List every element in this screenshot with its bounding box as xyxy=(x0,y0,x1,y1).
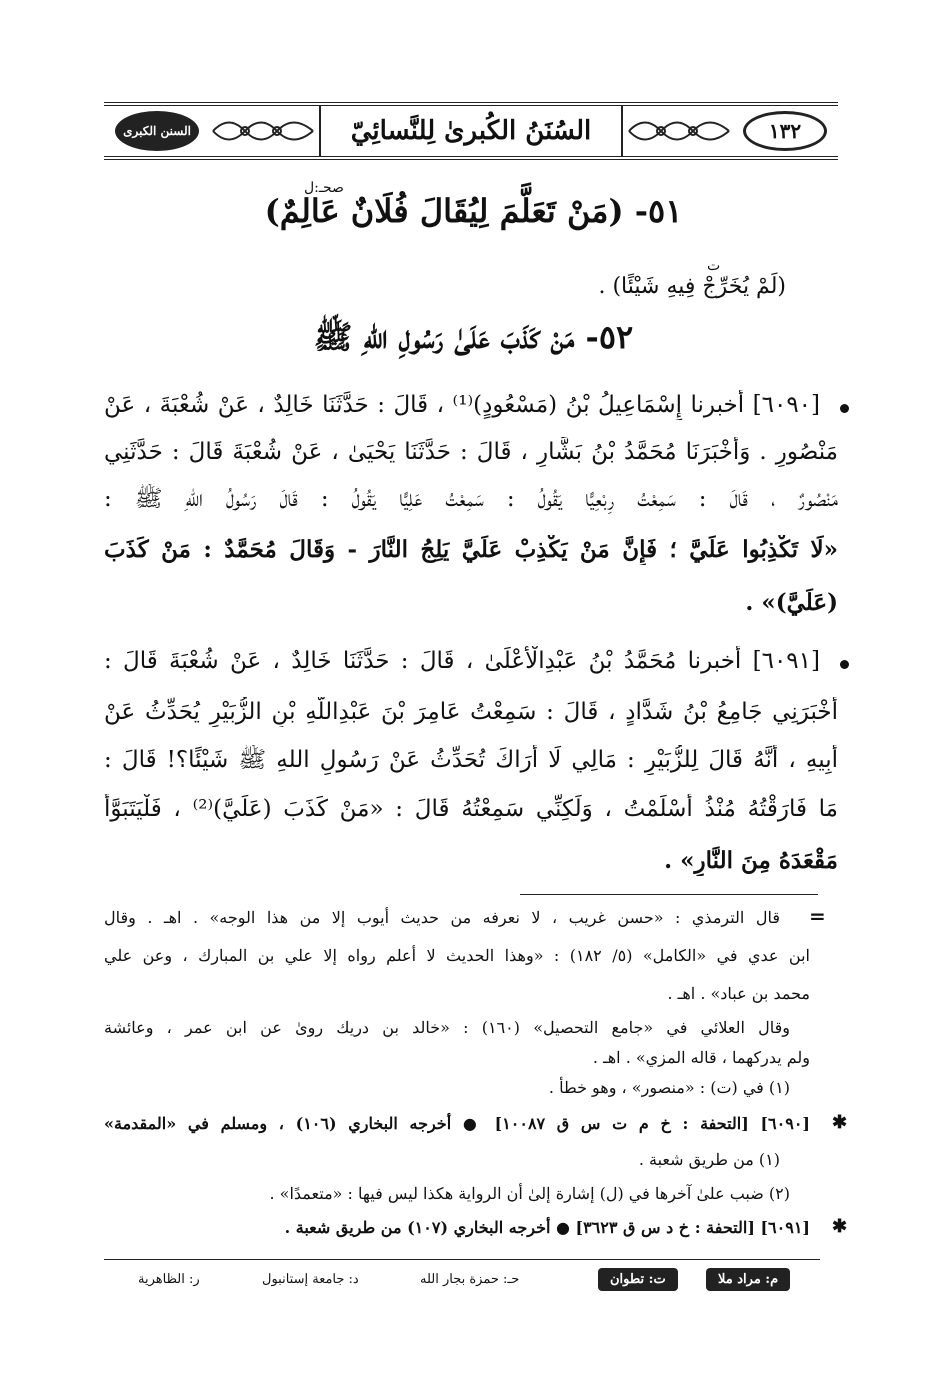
footer-source-h: حـ: حمزة بجار الله xyxy=(420,1271,520,1287)
hadith-6091-line-3: أَبِيهِ ، أَنَّهُ قَالَ لِلزُّبَيْرِ : مَالِي لَا أَرَاكَ تُحَدِّثُ عَنْ رَسُولِ اللهِ ﷺ شَيْئًا؟! قَالَ : xyxy=(104,747,838,773)
footnote-line-3: محمد بن عباد» . اهـ . xyxy=(667,984,810,1003)
footer-source-t xyxy=(598,1265,678,1293)
bottom-rule xyxy=(104,1259,820,1260)
continuation-mark: = xyxy=(809,904,826,928)
page-number-medallion xyxy=(736,106,834,156)
chapter-51-note: (لَمْ يُخَرِّجْ فِيهِ شَيْئًا) . xyxy=(598,274,786,299)
page-header xyxy=(104,102,838,160)
hadith-6091-line-1: [٦٠٩١] أَخبرنا مُحَمَّدُ بْنُ عَبْدِالْأَعْلَىٰ ، قَالَ : حَدَّثَنَا خَالِدٌ ، عَنْ شُعْبَةَ قَالَ : xyxy=(104,648,820,674)
hadith-6090-line-2: مَنْصُورٍ . وَأَخْبَرَنَا مُحَمَّدُ بْنُ بَشَّارٍ ، قَالَ : حَدَّثَنَا يَحْيَىٰ ، عَنْ شُعْبَةَ قَالَ : حَدَّثَنِي xyxy=(104,439,838,465)
footnote-1: (١) في (ت) : «منصور» ، وهو خطأ . xyxy=(548,1078,790,1097)
footer-source-r: ر: الظاهرية xyxy=(138,1271,200,1287)
takhrij-6090-cont: (١) من طريق شعبة . xyxy=(638,1150,780,1169)
source-t-badge: ت: تطوان xyxy=(598,1268,678,1291)
footnote-line-2: ابن عدي في «الكامل» (٥/ ١٨٢) : «وهذا الحديث لا أعلم رواه إلا علي بن المبارك ، وعن علي xyxy=(104,946,810,965)
running-title: السُنَنُ الكُبرىٰ لِلنَّسائِيّ xyxy=(319,106,623,156)
chapter-51-title xyxy=(0,180,947,230)
footer-source-m xyxy=(706,1265,790,1293)
takhrij-6090-star-icon: ✱ xyxy=(832,1112,848,1133)
takhrij-6091: [٦٠٩١] [التحفة : خ د س ق ٣٦٢٣] ● أخرجه البخاري (١٠٧) من طريق شعبة . xyxy=(284,1218,810,1237)
ornament-right-icon xyxy=(625,110,733,152)
hadith-6091-bullet xyxy=(840,660,849,669)
hadith-6090-line-3: مَنْصُورٌ ، قَالَ : سَمِعْتُ رِبْعِيًّا يَقُولُ : سَمِعْتُ عَلِيًّا يَقُولُ : قَالَ رَسُولُ اللهِ ﷺ : xyxy=(104,486,838,512)
hadith-6091-line-5: مَقْعَدَهُ مِنَ النَّارِ» . xyxy=(664,847,838,874)
ornament-left-icon xyxy=(209,110,317,152)
takhrij-6090: [٦٠٩٠] [التحفة : خ م ت س ق ١٠٠٨٧] ● أخرجه البخاري (١٠٦) ، ومسلم في «المقدمة» xyxy=(104,1114,810,1133)
hadith-6090-line-5: (عَلَيَّ)» . xyxy=(745,589,838,616)
source-m-badge: م: مراد ملا xyxy=(706,1268,790,1291)
footer-source-d: د: جامعة إستانبول xyxy=(262,1271,359,1287)
footnote-2: (٢) ضبب علىٰ آخرها في (ل) إشارة إلىٰ أن الرواية هكذا ليس فيها : «متعمدًا» . xyxy=(269,1184,790,1203)
footnote-line-5: ولم يدركهما ، قاله المزي» . اهـ . xyxy=(592,1048,810,1067)
hadith-6090-line-1: [٦٠٩٠] أَخبرنا إِسْمَاعِيلُ بْنُ (مَسْعُودٍ)⁽¹⁾ ، قَالَ : حَدَّثَنَا خَالِدٌ ، عَنْ شُعْبَةَ ، عَنْ xyxy=(104,392,820,418)
takhrij-6091-star-icon: ✱ xyxy=(832,1216,848,1237)
footnote-separator xyxy=(520,894,818,895)
chapter-51-note-mark: ت xyxy=(707,258,721,274)
hadith-6091-line-4: مَا فَارَقْتُهُ مُنْذُ أَسْلَمْتُ ، وَلَكِنِّي سَمِعْتُهُ قَالَ : «مَنْ كَذَبَ (عَلَيَّ)⁽²⁾ ، فَلْيَتَبَوَّأْ xyxy=(104,796,838,822)
hadith-6090-bullet xyxy=(840,404,849,413)
chapter-51-title-text: ٥١- (مَنْ تَعَلَّمَ لِيُقَالَ فُلَانٌ عَالِمٌ) xyxy=(264,192,683,230)
footnote-line-4: وقال العلائي في «جامع التحصيل» (١٦٠) : «خالد بن دريك روىٰ عن ابن عمر ، وعائشة xyxy=(104,1018,790,1037)
chapter-52-title: ٥٢- مَنْ كَذَبَ عَلَىٰ رَسُولِ اللهِ ﷺ xyxy=(313,318,634,356)
hadith-6090-line-4: «لَا تَكْذِبُوا عَلَيَّ ؛ فَإِنَّ مَنْ يَكْذِبْ عَلَيَّ يَلِجُ النَّارَ - وَقَالَ مُحَمَّدٌ : مَنْ كَذَبَ xyxy=(104,536,838,563)
emblem-label: السنن الكبرى xyxy=(115,111,199,151)
footnote-line-1: قال الترمذي : «حسن غريب ، لا نعرفه من حديث أيوب إلا من هذا الوجه» . اهـ . وقال xyxy=(104,908,780,927)
chapter-51-mark: صحـ:ل xyxy=(304,180,344,196)
page-number: ١٣٢ xyxy=(743,111,827,151)
hadith-6091-line-2: أَخْبَرَنِي جَامِعُ بْنُ شَدَّادٍ ، قَالَ : سَمِعْتُ عَامِرَ بْنَ عَبْدِاللَّهِ بْنِ الزُّبَيْرِ يُحَدِّثُ عَنْ xyxy=(104,699,838,725)
emblem-medallion xyxy=(108,106,206,156)
